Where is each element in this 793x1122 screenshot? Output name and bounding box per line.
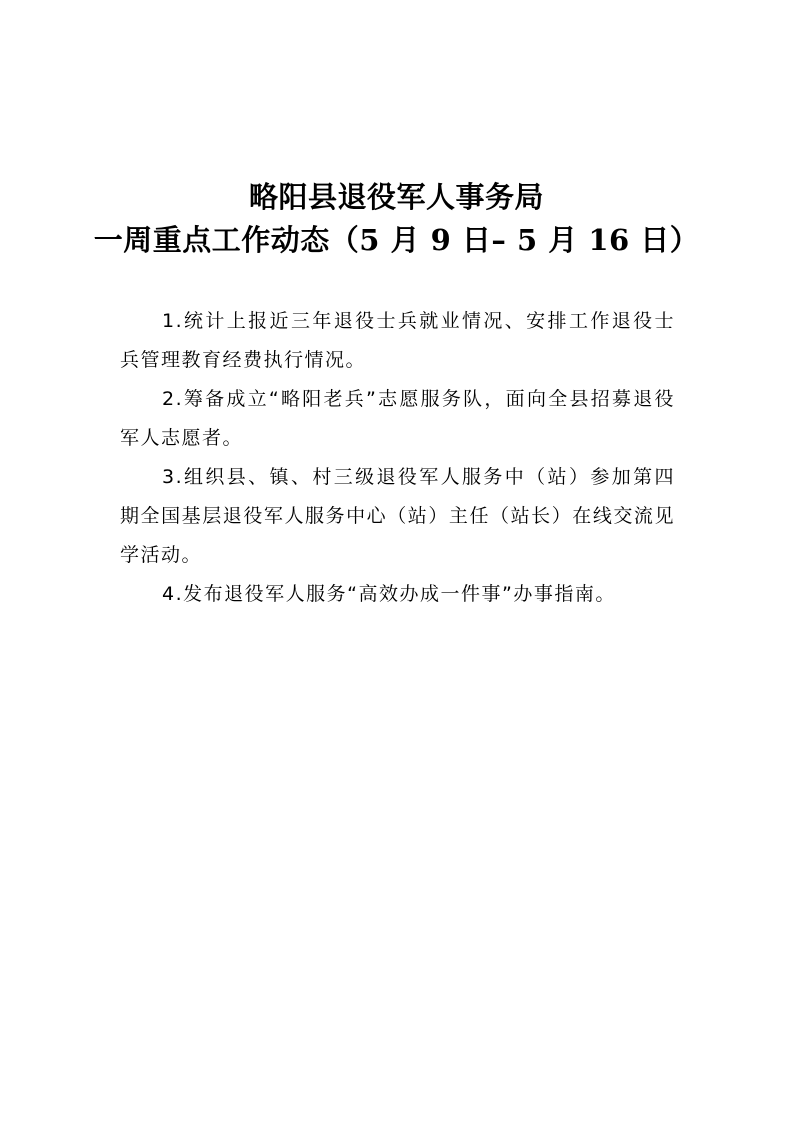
work-item-4: 4.发布退役军人服务“高效办成一件事”办事指南。 <box>162 583 616 605</box>
work-item-1: 1.统计上报近三年退役士兵就业情况、安排工作退役士兵管理教育经费执行情况。 <box>120 310 675 371</box>
document-title: 略阳县退役军人事务局 <box>248 180 544 214</box>
document-subtitle: 一周重点工作动态（5 月 9 日– 5 月 16 日） <box>93 223 700 257</box>
work-item-3: 3.组织县、镇、村三级退役军人服务中（站）参加第四期全国基层退役军人服务中心（站）主任（站长）在线交流见学活动。 <box>120 466 675 566</box>
document-body <box>120 302 675 614</box>
work-item-2: 2.筹备成立“略阳老兵”志愿服务队，面向全县招募退役军人志愿者。 <box>120 388 675 449</box>
